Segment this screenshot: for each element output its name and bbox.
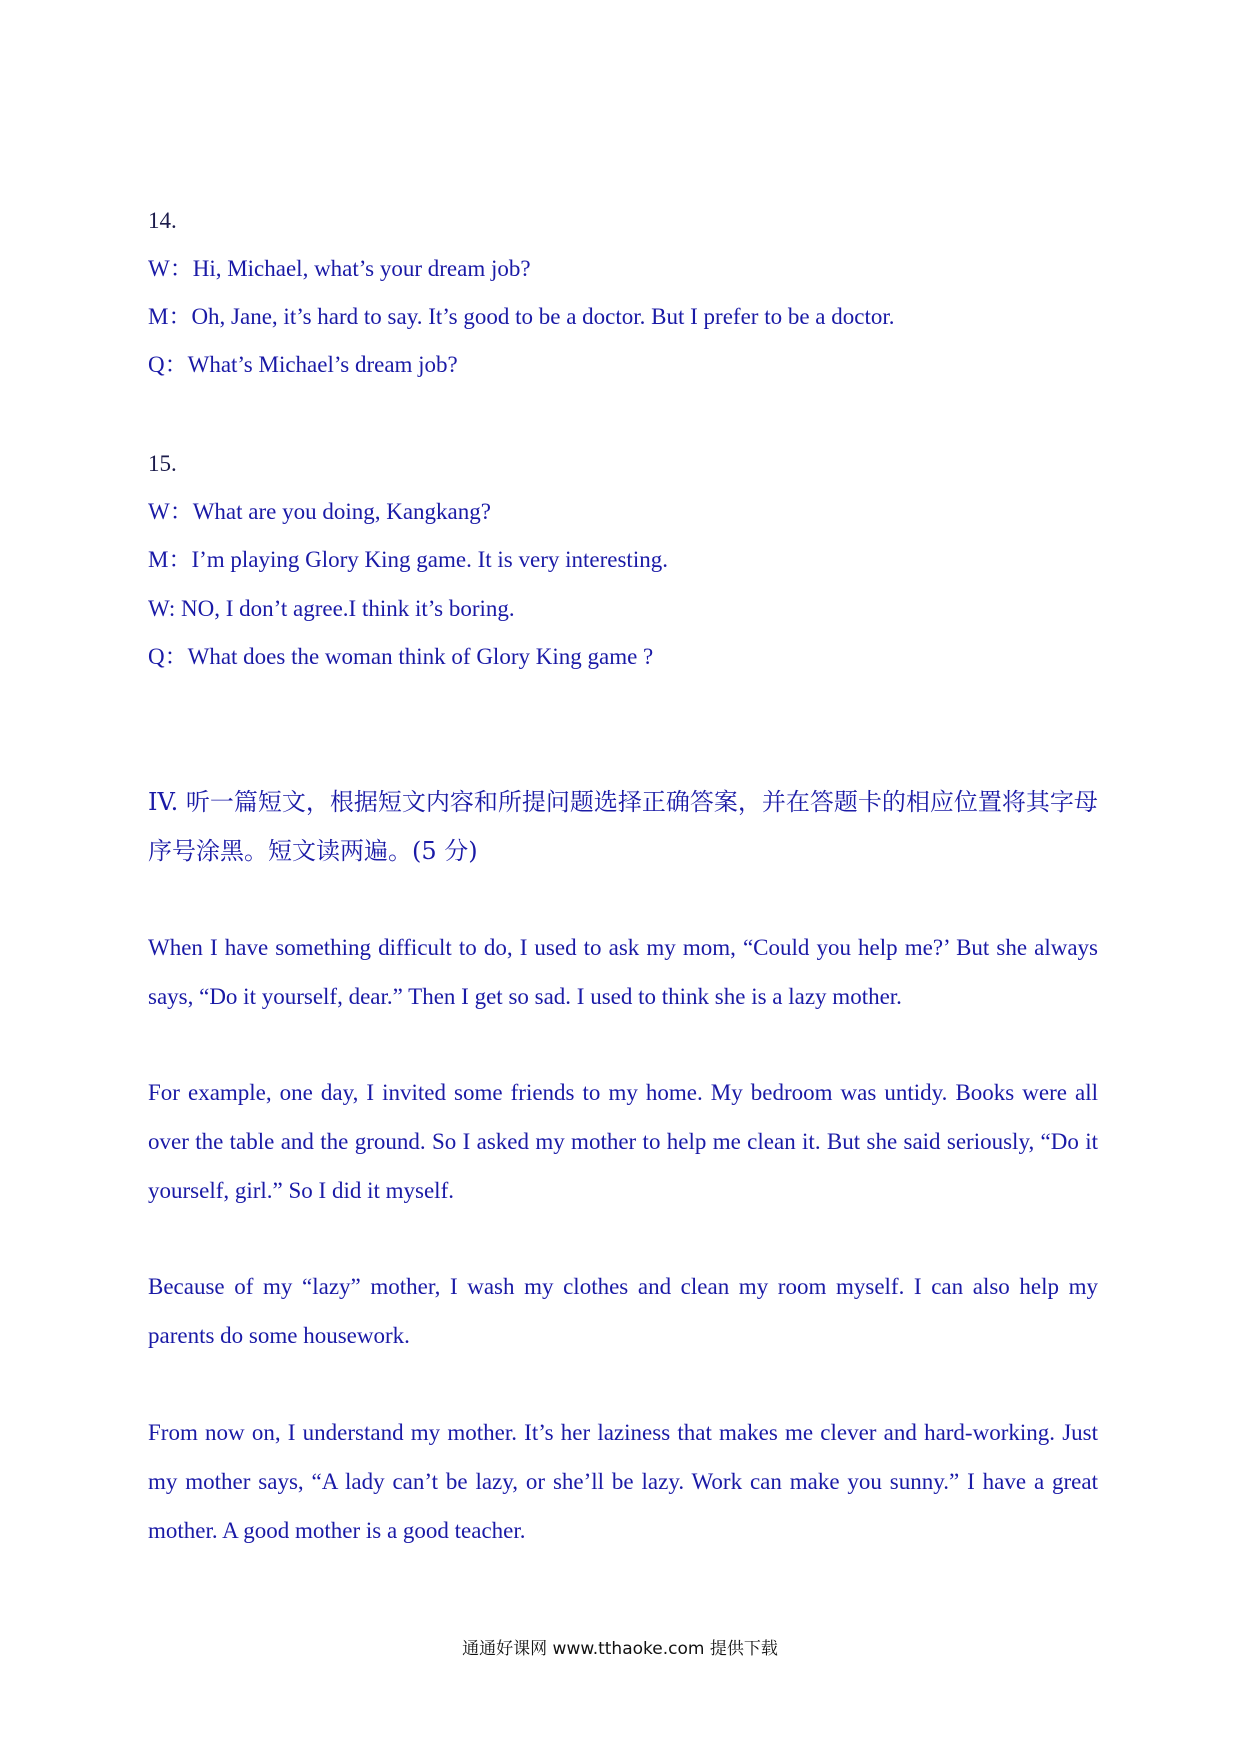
dialogue-line: W: NO, I don’t agree.I think it’s boring. [148, 596, 515, 621]
dialogue-line: W：Hi, Michael, what’s your dream job? [148, 256, 531, 281]
section-heading: IV. 听一篇短文，根据短文内容和所提问题选择正确答案，并在答题卡的相应位置将其字母序号涂黑。短文读两遍。(5 分) [148, 788, 1098, 865]
passage-paragraph-2: For example, one day, I invited some friends to my home. My bedroom was untidy. Books were all over the table and the ground. So I asked my mother to help me clean it. But she said seriously, “Do it yourself, girl.” So I did it myself. [148, 1080, 1098, 1203]
dialogue-line: M：Oh, Jane, it’s hard to say. It’s good to be a doctor. But I prefer to be a doctor. [148, 304, 895, 329]
question-number-14: 14. [148, 208, 177, 233]
page-footer: 通通好课网 www.tthaoke.com 提供下载 [462, 1639, 778, 1659]
passage-paragraph-1: When I have something difficult to do, I used to ask my mom, “Could you help me?’ But she always says, “Do it yourself, dear.” Then I get so sad. I used to think she is a lazy mother. [148, 935, 1098, 1009]
question-number-15: 15. [148, 451, 177, 476]
dialogue-line: W：What are you doing, Kangkang? [148, 499, 491, 524]
question-line: Q：What does the woman think of Glory King game ? [148, 644, 654, 669]
document-page [148, 0, 1098, 1754]
passage-paragraph-3: Because of my “lazy” mother, I wash my clothes and clean my room myself. I can also help my parents do some housework. [148, 1274, 1098, 1348]
passage-paragraph-4: From now on, I understand my mother. It’s her laziness that makes me clever and hard-working. Just my mother says, “A lady can’t be lazy, or she’ll be lazy. Work can make you sunny.” I have a great mother. A good mother is a good teacher. [148, 1420, 1098, 1543]
question-line: Q：What’s Michael’s dream job? [148, 352, 458, 377]
dialogue-line: M：I’m playing Glory King game. It is very interesting. [148, 547, 668, 572]
